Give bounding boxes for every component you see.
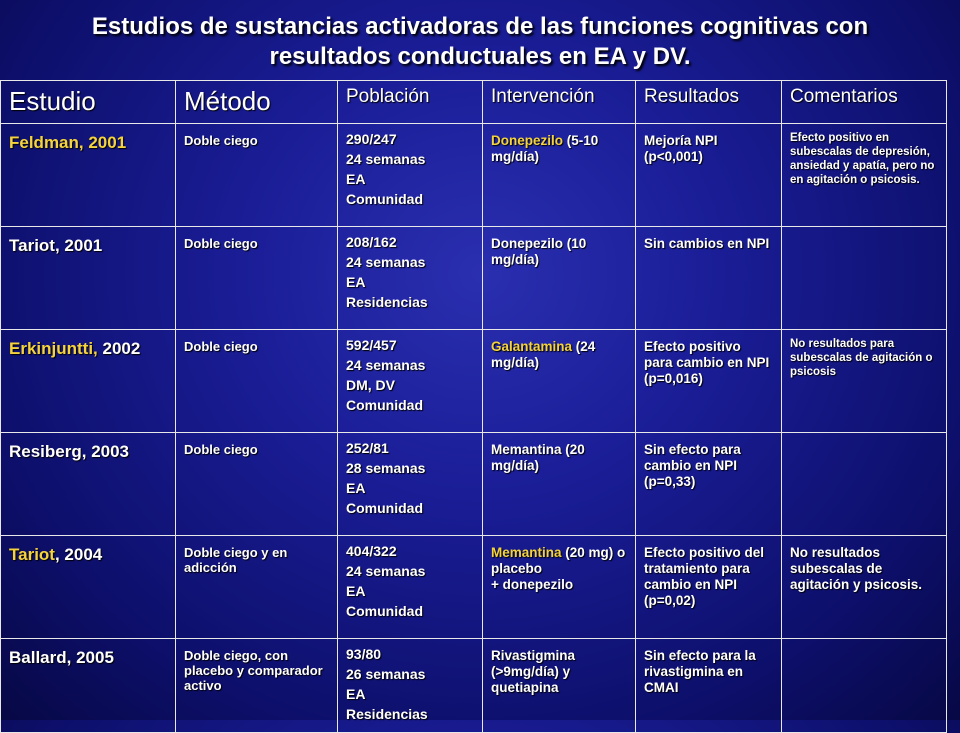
intervention-cell — [483, 124, 636, 227]
table-row — [1, 227, 947, 330]
population-line: 24 semanas — [346, 254, 426, 270]
intervention-cell — [483, 639, 636, 733]
population-line: EA — [346, 480, 366, 496]
study-name-highlight: Erkinjuntti, — [9, 339, 98, 358]
studies-table — [0, 80, 947, 733]
population-line: Comunidad — [346, 603, 423, 619]
comments-cell — [782, 433, 947, 536]
population-line: Comunidad — [346, 500, 423, 516]
method-cell: Doble ciego — [176, 124, 338, 227]
intervention-text: (5-10 mg/día) — [491, 133, 599, 164]
comments-cell: No resultados para subescalas de agitación o psicosis — [782, 330, 947, 433]
study-name: , 2004 — [54, 545, 103, 564]
study-name-highlight: Tariot — [9, 545, 55, 564]
study-name: Tariot, 2001 — [9, 236, 103, 255]
population-line: Residencias — [346, 294, 428, 310]
population-line: DM, DV — [346, 377, 395, 393]
study-cell — [1, 536, 176, 639]
population-cell — [338, 536, 483, 639]
header-intervencion: Intervención — [483, 81, 636, 124]
study-name: Ballard, 2005 — [9, 648, 114, 667]
header-resultados: Resultados — [636, 81, 782, 124]
table-row — [1, 330, 947, 433]
slide-title-line-1: Estudios de sustancias activadoras de las funciones cognitivas con — [91, 13, 869, 40]
population-line: EA — [346, 274, 366, 290]
intervention-text: Donepezilo (10 mg/día) — [491, 236, 587, 267]
study-cell — [1, 433, 176, 536]
population-line: EA — [346, 583, 366, 599]
drug-highlight: Galantamina — [491, 339, 573, 354]
table-row — [1, 433, 947, 536]
population-line: 404/322 — [346, 543, 397, 559]
results-cell: Efecto positivo para cambio en NPI (p=0,016) — [636, 330, 782, 433]
population-cell — [338, 227, 483, 330]
study-cell — [1, 330, 176, 433]
population-line: Comunidad — [346, 397, 423, 413]
population-line: 26 semanas — [346, 666, 426, 682]
comments-cell: Efecto positivo en subescalas de depresión, ansiedad y apatía, pero no en agitación o psicosis. — [782, 124, 947, 227]
population-line: 28 semanas — [346, 460, 426, 476]
population-line: 93/80 — [346, 646, 382, 662]
intervention-text: (20 mg) o placebo — [491, 545, 626, 576]
study-name: Resiberg, 2003 — [9, 442, 130, 461]
drug-highlight: Donepezilo — [491, 133, 564, 148]
slide-title — [0, 12, 960, 72]
header-poblacion: Población — [338, 81, 483, 124]
intervention-cell — [483, 227, 636, 330]
results-cell: Mejoría NPI (p<0,001) — [636, 124, 782, 227]
population-line: 208/162 — [346, 234, 397, 250]
study-cell — [1, 639, 176, 733]
study-cell — [1, 124, 176, 227]
study-name-highlight: Feldman, 2001 — [9, 133, 127, 152]
table-header-row — [1, 81, 947, 124]
method-cell: Doble ciego, con placebo y comparador activo — [176, 639, 338, 733]
comments-cell — [782, 639, 947, 733]
intervention-cell — [483, 433, 636, 536]
header-metodo: Método — [176, 81, 338, 124]
results-cell: Sin efecto para la rivastigmina en CMAI — [636, 639, 782, 733]
header-comentarios: Comentarios — [782, 81, 947, 124]
intervention-text: Memantina (20 mg/día) — [491, 442, 585, 473]
table-row — [1, 639, 947, 733]
population-line: EA — [346, 686, 366, 702]
study-cell — [1, 227, 176, 330]
header-estudio: Estudio — [1, 81, 176, 124]
results-cell: Sin efecto para cambio en NPI (p=0,33) — [636, 433, 782, 536]
population-line: Comunidad — [346, 191, 423, 207]
population-line: Residencias — [346, 706, 428, 722]
method-cell: Doble ciego y en adicción — [176, 536, 338, 639]
drug-highlight: Memantina — [491, 545, 562, 560]
population-line: 24 semanas — [346, 151, 426, 167]
method-cell: Doble ciego — [176, 433, 338, 536]
population-line: 290/247 — [346, 131, 397, 147]
population-cell — [338, 330, 483, 433]
population-line: EA — [346, 171, 366, 187]
population-line: 24 semanas — [346, 563, 426, 579]
study-name: 2002 — [97, 339, 141, 358]
intervention-cell — [483, 536, 636, 639]
table-row — [1, 124, 947, 227]
population-cell — [338, 124, 483, 227]
results-cell: Sin cambios en NPI — [636, 227, 782, 330]
method-cell: Doble ciego — [176, 330, 338, 433]
table-row — [1, 536, 947, 639]
comments-cell: No resultados subescalas de agitación y psicosis. — [782, 536, 947, 639]
population-cell — [338, 639, 483, 733]
intervention-cell — [483, 330, 636, 433]
results-cell: Efecto positivo del tratamiento para cambio en NPI (p=0,02) — [636, 536, 782, 639]
method-cell: Doble ciego — [176, 227, 338, 330]
population-line: 252/81 — [346, 440, 389, 456]
population-line: 592/457 — [346, 337, 397, 353]
slide-title-line-2: resultados conductuales en EA y DV. — [269, 43, 691, 70]
comments-cell — [782, 227, 947, 330]
intervention-extra: + donepezilo — [491, 577, 574, 592]
population-line: 24 semanas — [346, 357, 426, 373]
population-cell — [338, 433, 483, 536]
intervention-text: (24 mg/día) — [491, 339, 596, 370]
intervention-text: Rivastigmina (>9mg/día) y quetiapina — [491, 648, 576, 695]
